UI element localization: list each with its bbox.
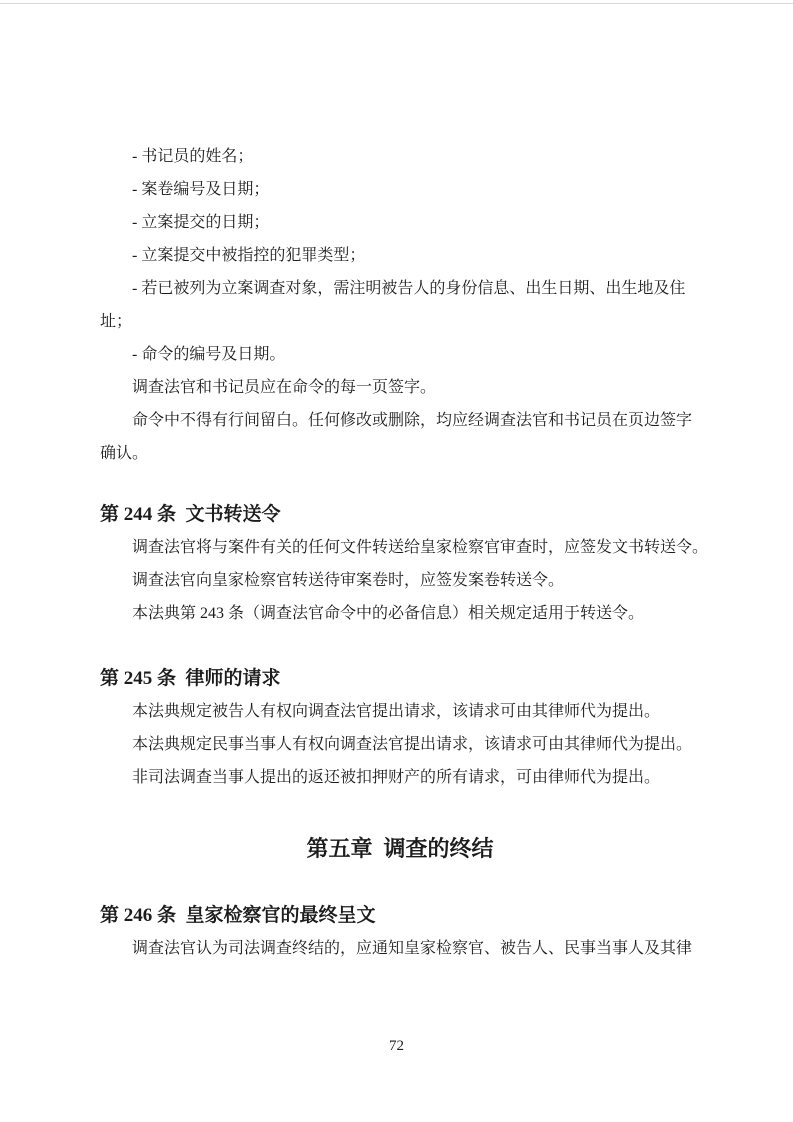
paragraph: 调查法官认为司法调查终结的，应通知皇家检察官、被告人、民事当事人及其律 (132, 940, 693, 957)
chapter-5-heading: 第五章 调查的终结 (306, 836, 494, 861)
scan-artifact-top-line (0, 3, 793, 4)
list-item: - 案卷编号及日期； (132, 181, 270, 198)
page-number: 72 (389, 1038, 404, 1054)
list-item: - 若已被列为立案调查对象，需注明被告人的身份信息、出生日期、出生地及住址； (100, 280, 686, 330)
paragraph: 本法典规定被告人有权向调查法官提出请求，该请求可由其律师代为提出。 (132, 703, 661, 720)
document-content (100, 140, 709, 965)
paragraph: 调查法官和书记员应在命令的每一页签字。 (132, 379, 437, 396)
paragraph: 本法典第 243 条（调查法官命令中的必备信息）相关规定适用于转送令。 (132, 605, 645, 622)
article-245-heading: 第 245 条 律师的请求 (100, 668, 281, 689)
paragraph: 命令中不得有行间留白。任何修改或删除，均应经调查法官和书记员在页边签字确认。 (100, 412, 693, 462)
paragraph: 调查法官将与案件有关的任何文件转送给皇家检察官审查时，应签发文书转送令。 (132, 539, 709, 556)
list-item: - 书记员的姓名； (132, 148, 254, 165)
list-item: - 立案提交的日期； (132, 214, 270, 231)
paragraph: 非司法调查当事人提出的返还被扣押财产的所有请求，可由律师代为提出。 (132, 769, 661, 786)
paragraph: 本法典规定民事当事人有权向调查法官提出请求，该请求可由其律师代为提出。 (132, 736, 693, 753)
article-246-heading: 第 246 条 皇家检察官的最终呈文 (100, 905, 376, 926)
list-item: - 命令的编号及日期。 (132, 346, 286, 363)
paragraph: 调查法官向皇家检察官转送待审案卷时，应签发案卷转送令。 (132, 572, 565, 589)
article-244-heading: 第 244 条 文书转送令 (100, 504, 281, 525)
list-item: - 立案提交中被指控的犯罪类型； (132, 247, 366, 264)
